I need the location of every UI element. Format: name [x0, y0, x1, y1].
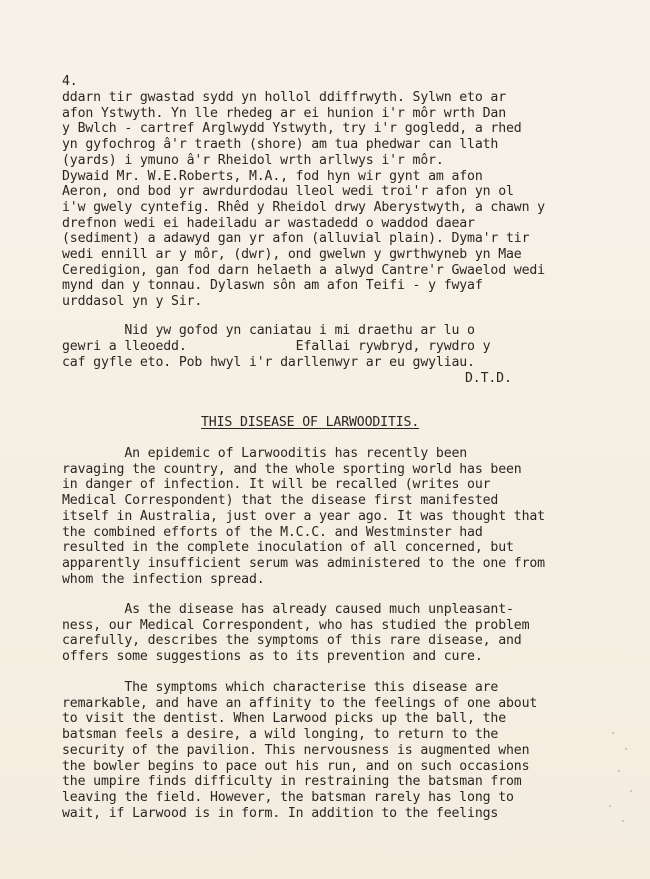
text-line: ddarn tir gwastad sydd yn hollol ddiffrwyth. Sylwn eto ar — [62, 90, 507, 105]
text-line: y Bwlch - cartref Arglwydd Ystwyth, try i'r gogledd, a rhed — [62, 121, 522, 137]
text-line: Dywaid Mr. W.E.Roberts, M.A., fod hyn wir gynt am afon — [62, 168, 483, 184]
text-line: wait, if Larwood is in form. In addition to the feelings — [62, 805, 499, 821]
text-line: apparently insufficient serum was administered to the one from — [62, 555, 545, 571]
text-line: offers some suggestions as to its prevention and cure. — [62, 649, 483, 665]
text-line: caf gyfle eto. Pob hwyl i'r darllenwyr ar eu gwyliau. — [62, 355, 475, 370]
text-line: An epidemic of Larwooditis has recently been — [62, 446, 468, 461]
text-line: afon Ystwyth. Yn lle rhedeg ar ei hunion i'r môr wrth Dan — [62, 105, 507, 121]
signature: D.T.D. — [465, 371, 512, 386]
text-line: wedi ennill ar y môr, (dwr), ond gwelwn y gwrthwyneb yn Mae — [62, 247, 522, 262]
text-line: drefnon wedi ei hadeiladu ar wastadedd o waddod daear — [62, 215, 475, 231]
text-line: The symptoms which characterise this disease are — [62, 680, 499, 695]
text-line: remarkable, and have an affinity to the feelings of one about — [62, 695, 538, 711]
text-line: mynd dan y tonnau. Dylaswn sôn am afon Teifi - y fwyaf — [62, 278, 483, 294]
text-line: urddasol yn y Sir. — [62, 294, 203, 310]
text-line: the combined efforts of the M.C.C. and Westminster had — [62, 524, 483, 540]
text-line: i'w gwely cyntefig. Rhêd y Rheidol drwy Aberystwyth, a chawn y — [62, 199, 545, 215]
text-line: in danger of infection. It will be recalled (writes our — [62, 477, 491, 493]
text-line: Nid yw gofod yn caniatau i mi draethu ar lu o — [62, 323, 475, 338]
article-title: THIS DISEASE OF LARWOODITIS. — [201, 415, 420, 430]
text-line: (sediment) a adawyd gan yr afon (alluvial plain). Dyma'r tir — [62, 231, 530, 247]
text-line: carefully, describes the symptoms of this rare disease, and — [62, 633, 522, 649]
text-line: ness, our Medical Correspondent, who has studied the problem — [62, 617, 530, 633]
text-line: (yards) i ymuno â'r Rheidol wrth arllwys i'r môr. — [62, 152, 444, 168]
text-line: to visit the dentist. When Larwood picks up the ball, the — [62, 711, 507, 727]
page-number: 4. — [62, 74, 78, 89]
text-line: batsman feels a desire, a wild longing, to return to the — [62, 727, 499, 743]
text-line: yn gyfochrog â'r traeth (shore) am tua phedwar can llath — [62, 137, 499, 153]
text-line: Ceredigion, gan fod darn helaeth a alwyd Cantre'r Gwaelod wedi — [62, 262, 545, 278]
text-line: itself in Australia, just over a year ago. It was thought that — [62, 508, 545, 524]
text-line: As the disease has already caused much unpleasant- — [62, 602, 514, 617]
text-line: whom the infection spread. — [62, 571, 265, 587]
text-line: gewri a lleoedd. Efallai rywbryd, rywdro y — [62, 339, 491, 354]
text-line: leaving the field. However, the batsman rarely has long to — [62, 789, 514, 805]
text-line: Medical Correspondent) that the disease first manifested — [62, 493, 499, 509]
text-line: the umpire finds difficulty in restraining the batsman from — [62, 774, 522, 790]
text-line: the bowler begins to pace out his run, and on such occasions — [62, 758, 530, 774]
text-line: ravaging the country, and the whole sporting world has been — [62, 461, 522, 477]
text-line: Aeron, ond bod yr awrdurdodau lleol wedi troi'r afon yn ol — [62, 184, 514, 200]
text-line: resulted in the complete inoculation of all concerned, but — [62, 540, 514, 556]
text-line: security of the pavilion. This nervousness is augmented when — [62, 742, 530, 758]
